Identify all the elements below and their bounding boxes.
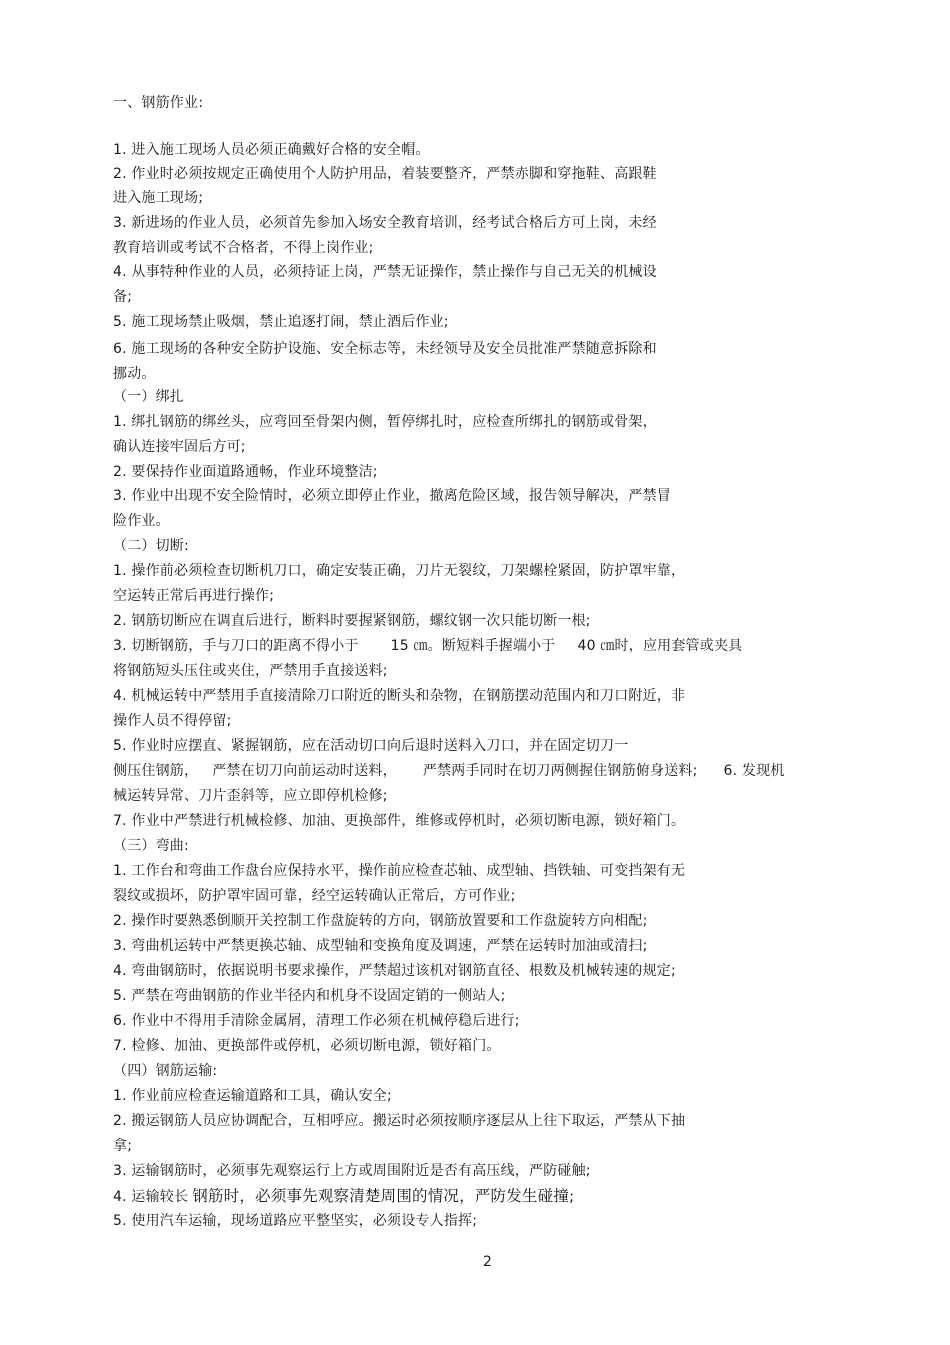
transport-item-3: 3. 运输钢筋时，必须事先观察运行上方或周围附近是否有高压线，严防碰触; — [113, 1163, 591, 1179]
cutting-item-3-part-3: 40 ㎝时，应用套管或夹具 — [577, 638, 743, 654]
transport-item-5: 5. 使用汽车运输，现场道路应平整坚实，必须设专人指挥; — [113, 1213, 478, 1229]
bending-item-2: 2. 操作时要熟悉倒顺开关控制工作盘旋转的方向，钢筋放置要和工作盘旋转方向相配; — [113, 913, 648, 929]
general-item-3-cont: 教育培训或考试不合格者，不得上岗作业; — [113, 240, 374, 256]
cutting-item-1-cont: 空运转正常后再进行操作; — [113, 588, 275, 604]
cutting-heading: （二）切断: — [113, 538, 189, 554]
transport-item-2: 2. 搬运钢筋人员应协调配合，互相呼应。搬运时必须按顺序逐层从上往下取运，严禁从下抽 — [113, 1113, 686, 1129]
cutting-item-6-cont: 械运转异常、刀片歪斜等，应立即停机检修; — [113, 788, 388, 804]
cutting-item-5-part-3: 严禁两手同时在切刀两侧握住钢筋俯身送料; — [422, 763, 698, 779]
cutting-item-5-part-1: 侧压住钢筋， — [113, 763, 199, 779]
general-item-5: 5. 施工现场禁止吸烟，禁止追逐打闹，禁止酒后作业; — [113, 314, 449, 330]
transport-item-1: 1. 作业前应检查运输道路和工具，确认安全; — [113, 1088, 392, 1104]
cutting-item-3-cont: 将钢筋短头压住或夹住，严禁用手直接送料; — [113, 663, 388, 679]
cutting-item-3-part-1: 3. 切断钢筋，手与刀口的距离不得小于 — [113, 638, 359, 654]
cutting-item-3-part-2: 15 ㎝。断短料手握端小于 — [390, 638, 556, 654]
binding-item-3: 3. 作业中出现不安全险情时，必须立即停止作业，撤离危险区域，报告领导解决，严禁冒 — [113, 488, 672, 504]
general-item-2-cont: 进入施工现场; — [113, 190, 204, 206]
transport-item-4 — [113, 1186, 574, 1207]
bending-item-3: 3. 弯曲机运转中严禁更换芯轴、成型轴和变换角度及调速，严禁在运转时加油或清扫; — [113, 938, 648, 954]
cutting-item-4-cont: 操作人员不得停留; — [113, 713, 232, 729]
transport-item-4-part-2: 钢筋时，必须事先观察清楚周围的情况，严防发生碰撞; — [192, 1187, 575, 1205]
cutting-item-2: 2. 钢筋切断应在调直后进行，断料时要握紧钢筋，螺纹钢一次只能切断一根; — [113, 613, 591, 629]
bending-item-1: 1. 工作台和弯曲工作盘台应保持水平，操作前应检查芯轴、成型轴、挡铁轴、可变挡架有无 — [113, 863, 686, 879]
general-item-6: 6. 施工现场的各种安全防护设施、安全标志等，未经领导及安全员批准严禁随意拆除和 — [113, 341, 657, 357]
cutting-item-1: 1. 操作前必须检查切断机刀口，确定安装正确，刀片无裂纹，刀架螺栓紧固，防护罩牢靠， — [113, 563, 686, 579]
transport-item-2-cont: 拿; — [113, 1138, 133, 1154]
binding-item-1-cont: 确认连接牢固后方可; — [113, 439, 246, 455]
bending-heading: （三）弯曲: — [113, 838, 189, 854]
bending-item-7: 7. 检修、加油、更换部件或停机，必须切断电源，锁好箱门。 — [113, 1038, 501, 1054]
general-item-6-cont: 挪动。 — [113, 366, 156, 382]
cutting-item-3 — [113, 636, 742, 656]
section-title: 一、钢筋作业: — [113, 95, 204, 111]
binding-item-1: 1. 绑扎钢筋的绑丝头，应弯回至骨架内侧，暂停绑扎时，应检查所绑扎的钢筋或骨架， — [113, 414, 657, 430]
general-item-3: 3. 新进场的作业人员，必须首先参加入场安全教育培训，经考试合格后方可上岗，未经 — [113, 215, 657, 231]
general-item-4: 4. 从事特种作业的人员，必须持证上岗，严禁无证操作，禁止操作与自己无关的机械设 — [113, 264, 657, 280]
bending-item-6: 6. 作业中不得用手清除金属屑，清理工作必须在机械停稳后进行; — [113, 1013, 520, 1029]
cutting-item-5-part-2: 严禁在切刀向前运动时送料， — [212, 763, 397, 779]
bending-item-4: 4. 弯曲钢筋时，依据说明书要求操作，严禁超过该机对钢筋直径、根数及机械转速的规定; — [113, 963, 676, 979]
general-item-4-cont: 备; — [113, 289, 133, 305]
binding-item-3-cont: 险作业。 — [113, 513, 170, 529]
transport-heading: （四）钢筋运输: — [113, 1063, 218, 1079]
transport-item-4-part-1: 4. 运输较长 — [113, 1189, 189, 1205]
binding-heading: （一）绑扎 — [113, 389, 184, 405]
cutting-item-5-cont — [113, 761, 785, 781]
cutting-item-5: 5. 作业时应摆直、紧握钢筋，应在活动切口向后退时送料入刀口，并在固定切刀一 — [113, 738, 629, 754]
binding-item-2: 2. 要保持作业面道路通畅，作业环境整洁; — [113, 464, 378, 480]
general-item-1: 1. 进入施工现场人员必须正确戴好合格的安全帽。 — [113, 142, 430, 158]
cutting-item-7: 7. 作业中严禁进行机械检修、加油、更换部件，维修或停机时，必须切断电源，锁好箱门。 — [113, 813, 686, 829]
cutting-item-6: 6. 发现机 — [723, 763, 785, 779]
page-number: 2 — [483, 1254, 492, 1270]
bending-item-5: 5. 严禁在弯曲钢筋的作业半径内和机身不设固定销的一侧站人; — [113, 988, 506, 1004]
bending-item-1-cont: 裂纹或损坏，防护罩牢固可靠，经空运转确认正常后，方可作业; — [113, 888, 516, 904]
general-item-2: 2. 作业时必须按规定正确使用个人防护用品，着装要整齐，严禁赤脚和穿拖鞋、高跟鞋 — [113, 166, 657, 182]
cutting-item-4: 4. 机械运转中严禁用手直接清除刀口附近的断头和杂物，在钢筋摆动范围内和刀口附近，非 — [113, 688, 686, 704]
